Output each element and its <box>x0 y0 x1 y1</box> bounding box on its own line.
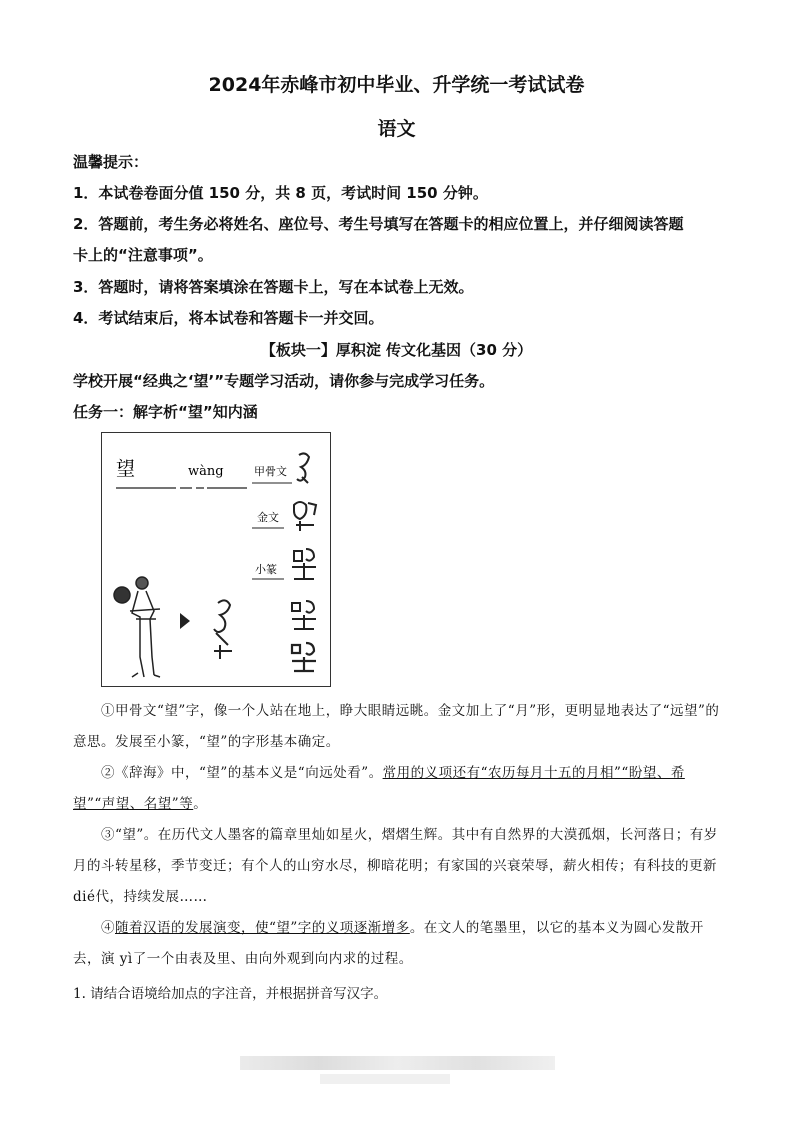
label-xiaozhuan: 小篆 <box>255 563 277 576</box>
passage-p4-part-a: ④ <box>101 920 115 936</box>
question-1: 1. 请结合语境给加点的字注音，并根据拼音写汉字。 <box>73 986 388 1002</box>
jiaguwen-glyph <box>297 453 309 483</box>
figure-pinyin: wàng <box>188 464 224 479</box>
xiaozhuan-glyph-1 <box>292 549 316 579</box>
notice-heading: 温馨提示： <box>73 153 149 171</box>
passage-p2-part-a: ②《辞海》中，“望”的基本义是“向远处看”。 <box>101 765 383 781</box>
passage-p2-part-c: 。 <box>193 796 208 812</box>
notice-item-2-cont: 卡上的“注意事项”。 <box>73 246 213 264</box>
passage-paragraph-4 <box>73 913 723 975</box>
section-intro: 学校开展“经典之‘望’”专题学习活动，请你参与完成学习任务。 <box>73 372 495 390</box>
section-heading: 【板块一】厚积淀 传文化基因（30 分） <box>260 341 533 359</box>
figure-character: 望 <box>116 458 136 480</box>
large-jiaguwen-glyph <box>214 600 232 659</box>
xiaozhuan-glyph-2 <box>292 601 316 629</box>
passage-paragraph-3: ③“望”。在历代文人墨客的篇章里灿如星火，熠熠生辉。其中有自然界的大漠孤烟，长河落日；有岁月的斗转星移，季节变迁；有个人的山穷水尽，柳暗花明；有家国的兴衰荣辱，薪火相传；有科技的更新 dié代，持续发展…… <box>73 827 718 905</box>
passage-paragraph-1: ①甲骨文“望”字，像一个人站在地上，睁大眼睛远眺。金文加上了“月”形，更明显地表达了“远望”的意思。发展至小篆，“望”的字形基本确定。 <box>73 703 720 750</box>
arrow-icon <box>180 613 190 629</box>
character-evolution-figure <box>101 432 331 687</box>
kaishu-glyph <box>292 643 316 671</box>
passage-paragraph-2 <box>73 758 723 820</box>
jinwen-glyph <box>294 502 316 531</box>
passage-p4-part-c: 。在文人的笔墨里，以它的基本义为圆心发散开去，演 yì了一个由表及里、由向外观到向内求的过程。 <box>73 920 704 967</box>
passage-p2-underlined: 常用的义项还有“农历每月十五的月相”“盼望、希望”“声望、名望”等 <box>73 765 685 812</box>
exam-title: 2024年赤峰市初中毕业、升学统一考试试卷 <box>208 74 585 96</box>
exam-subject: 语文 <box>377 118 416 140</box>
task-heading: 任务一：解字析“望”知内涵 <box>73 403 258 421</box>
label-jiaguwen: 甲骨文 <box>254 465 287 478</box>
person-looking-illustration <box>114 577 160 677</box>
notice-item-1: 1．本试卷卷面分值 150 分，共 8 页，考试时间 150 分钟。 <box>73 184 488 202</box>
notice-item-4: 4．考试结束后，将本试卷和答题卡一并交回。 <box>73 309 384 327</box>
blurred-footer-2 <box>320 1074 450 1084</box>
passage-p4-underlined: 随着汉语的发展演变，使“望”字的义项逐渐增多 <box>115 920 410 936</box>
blurred-footer <box>240 1056 555 1070</box>
character-evolution-illustration <box>102 433 330 686</box>
notice-item-2: 2．答题前，考生务必将姓名、座位号、考生号填写在答题卡的相应位置上，并仔细阅读答题 <box>73 215 684 233</box>
label-jinwen: 金文 <box>257 511 279 524</box>
notice-item-3: 3．答题时，请将答案填涂在答题卡上，写在本试卷上无效。 <box>73 278 474 296</box>
